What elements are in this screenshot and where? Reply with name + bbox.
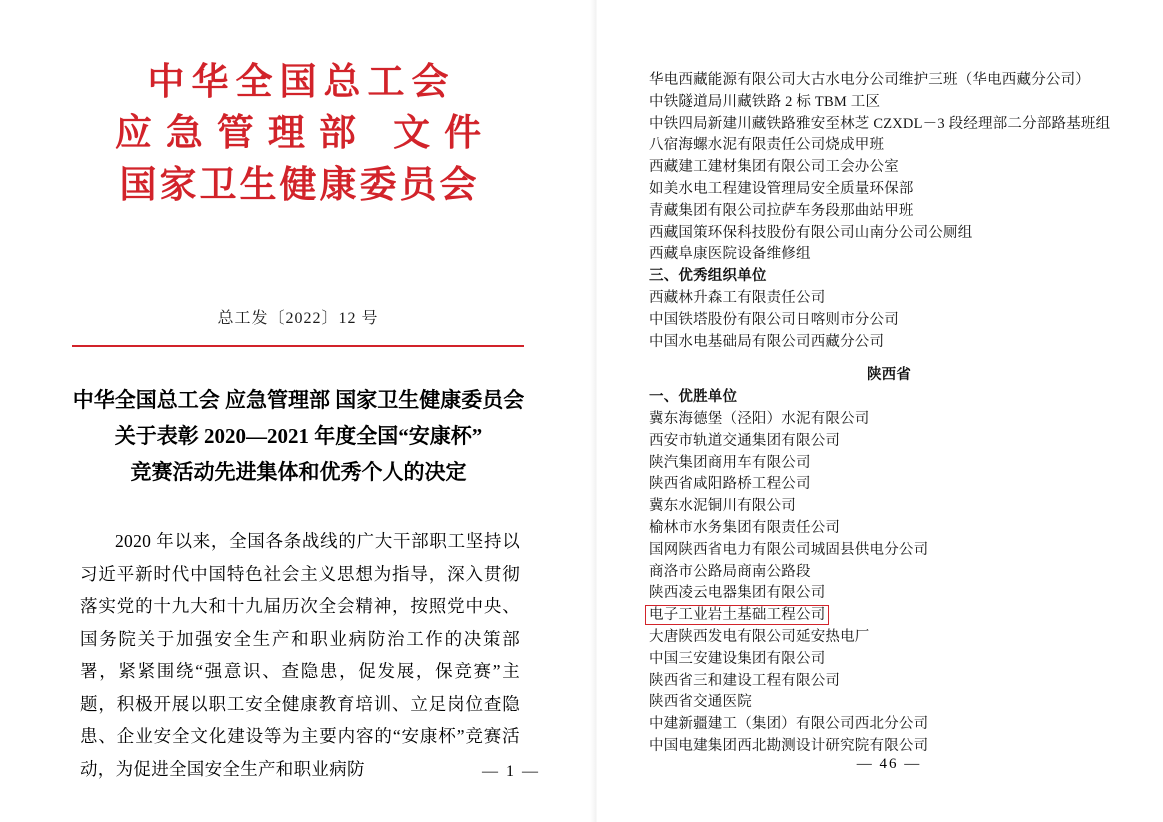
document-title <box>60 382 537 490</box>
list-item: 中国铁塔股份有限公司日喀则市分公司 <box>649 311 899 328</box>
list-item: 八宿海螺水泥有限责任公司烧成甲班 <box>649 137 885 154</box>
highlighted-unit: 电子工业岩土基础工程公司 <box>645 605 829 625</box>
list-item: 中国三安建设集团有限公司 <box>649 650 826 667</box>
body-text <box>80 525 520 785</box>
list-item: 中铁四局新建川藏铁路雅安至林芝 CZXDL－3 段经理部二分部路基班组 <box>649 115 1111 132</box>
masthead-line-3: 国家卫生健康委员会 <box>119 165 480 206</box>
masthead-line-1: 中华全国总工会 <box>147 62 456 103</box>
masthead <box>68 58 528 212</box>
list-item: 西藏建工建材集团有限公司工会办公室 <box>649 159 899 176</box>
list-item: 商洛市公路局商南公路段 <box>649 563 811 580</box>
red-divider-rule <box>72 345 524 347</box>
list-item: 中铁隧道局川藏铁路 2 标 TBM 工区 <box>649 93 881 110</box>
category-heading: 一、优胜单位 <box>649 389 738 406</box>
list-item: 陕西省三和建设工程有限公司 <box>649 672 841 689</box>
list-item: 陕西省咸阳路桥工程公司 <box>649 476 811 493</box>
list-item: 华电西藏能源有限公司大古水电分公司维护三班（华电西藏分公司） <box>649 72 1090 88</box>
list-item: 西藏阜康医院设备维修组 <box>649 246 811 263</box>
list-item <box>649 605 1129 627</box>
list-item: 如美水电工程建设管理局安全质量环保部 <box>649 180 914 197</box>
list-item: 中国电建集团西北勘测设计研究院有限公司 <box>649 737 929 754</box>
list-item: 陕汽集团商用车有限公司 <box>649 454 811 471</box>
list-item: 中建新疆建工（集团）有限公司西北分公司 <box>649 716 929 733</box>
title-line-2: 关于表彰 2020—2021 年度全国“安康杯” <box>114 424 483 448</box>
left-page-number: — 1 — <box>482 763 540 780</box>
list-spacer <box>649 353 1129 365</box>
list-item: 冀东海德堡（泾阳）水泥有限公司 <box>649 410 870 427</box>
list-item: 大唐陕西发电有限公司延安热电厂 <box>649 628 870 645</box>
list-item: 西藏国策环保科技股份有限公司山南分公司公厕组 <box>649 224 973 241</box>
list-item: 青藏集团有限公司拉萨车务段那曲站甲班 <box>649 202 914 219</box>
title-line-1: 中华全国总工会 应急管理部 国家卫生健康委员会 <box>72 388 525 412</box>
list-item: 中国水电基础局有限公司西藏分公司 <box>649 333 885 350</box>
title-line-3: 竞赛活动先进集体和优秀个人的决定 <box>130 460 467 484</box>
list-item: 陕西凌云电器集团有限公司 <box>649 585 826 602</box>
right-page <box>597 0 1163 822</box>
province-heading: 陕西省 <box>866 367 912 384</box>
list-item: 冀东水泥铜川有限公司 <box>649 498 796 515</box>
list-item: 榆林市水务集团有限责任公司 <box>649 519 841 536</box>
category-heading: 三、优秀组织单位 <box>649 268 767 285</box>
list-item: 西藏林升森工有限责任公司 <box>649 289 826 306</box>
unit-list <box>649 70 1129 758</box>
body-paragraph: 2020 年以来，全国各条战线的广大干部职工坚持以习近平新时代中国特色社会主义思想为指导，深入贯彻落实党的十九大和十九届历次全会精神，按照党中央、国务院关于加强安全生产和职业病防治工作的决策部署，紧紧围绕“强意识、查隐患，促发展，保竞赛”主题，积极开展以职工安全健康教育培训、立足岗位查隐患、企业安全文化建设等为主要内容的“安康杯”竞赛活动，为促进全国安全生产和职业病防 <box>80 531 520 779</box>
list-item: 陕西省交通医院 <box>649 694 752 711</box>
list-item: 西安市轨道交通集团有限公司 <box>649 432 841 449</box>
list-item: 国网陕西省电力有限公司城固县供电分公司 <box>649 541 929 558</box>
document-number: 总工发〔2022〕12 号 <box>217 310 379 327</box>
right-page-number: — 46 — <box>856 756 922 772</box>
masthead-line-2: 应急管理部 文件 <box>114 113 496 154</box>
